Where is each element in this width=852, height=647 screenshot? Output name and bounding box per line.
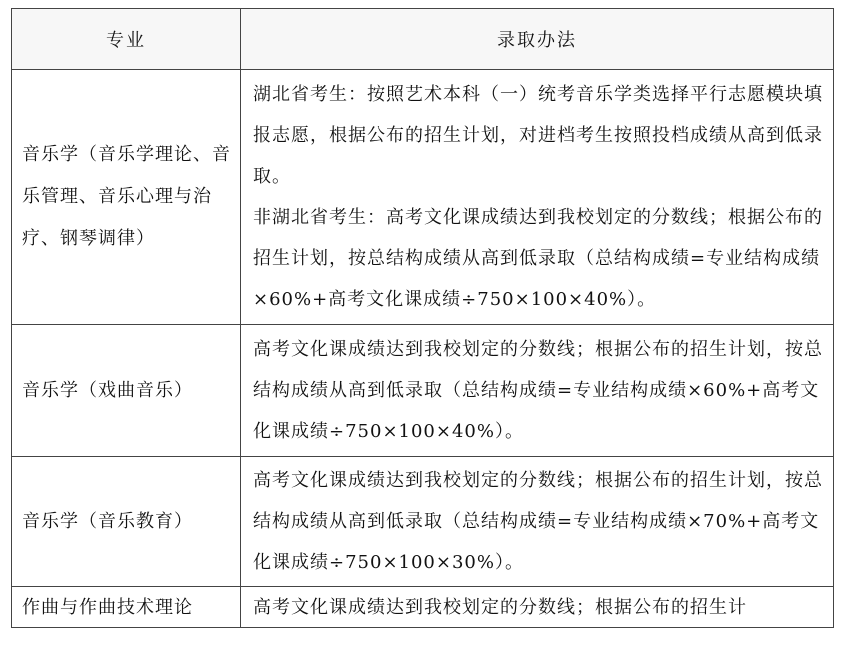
major-cell: 音乐学（音乐教育） (12, 457, 241, 587)
method-paragraph: 非湖北省考生：高考文化课成绩达到我校划定的分数线；根据公布的招生计划，按总结构成绩从高到低录取（总结构成绩=专业结构成绩×60%+高考文化课成绩÷750×100×40%）。 (253, 207, 823, 310)
method-cell (241, 325, 834, 457)
method-paragraph: 高考文化课成绩达到我校划定的分数线；根据公布的招生计 (253, 597, 747, 618)
method-cell (241, 587, 834, 628)
table-row (12, 325, 834, 457)
method-cell (241, 457, 834, 587)
header-method: 录取办法 (241, 9, 834, 70)
admission-table (11, 8, 834, 628)
header-row (12, 9, 834, 70)
method-cell (241, 70, 834, 325)
table-row (12, 457, 834, 587)
header-major: 专业 (12, 9, 241, 70)
major-cell: 音乐学（戏曲音乐） (12, 325, 241, 457)
table-row (12, 587, 834, 628)
major-cell: 音乐学（音乐学理论、音乐管理、音乐心理与治疗、钢琴调律） (12, 70, 241, 325)
table-row (12, 70, 834, 325)
major-cell (12, 587, 241, 628)
method-paragraph: 高考文化课成绩达到我校划定的分数线；根据公布的招生计划，按总结构成绩从高到低录取（总结构成绩=专业结构成绩×60%+高考文化课成绩÷750×100×40%）。 (253, 339, 823, 442)
method-paragraph: 高考文化课成绩达到我校划定的分数线；根据公布的招生计划，按总结构成绩从高到低录取（总结构成绩=专业结构成绩×70%+高考文化课成绩÷750×100×30%）。 (253, 470, 823, 573)
major-text: 作曲与作曲技术理论 (22, 597, 193, 618)
method-paragraph: 湖北省考生：按照艺术本科（一）统考音乐学类选择平行志愿模块填报志愿，根据公布的招生计划，对进档考生按照投档成绩从高到低录取。 (253, 84, 823, 187)
